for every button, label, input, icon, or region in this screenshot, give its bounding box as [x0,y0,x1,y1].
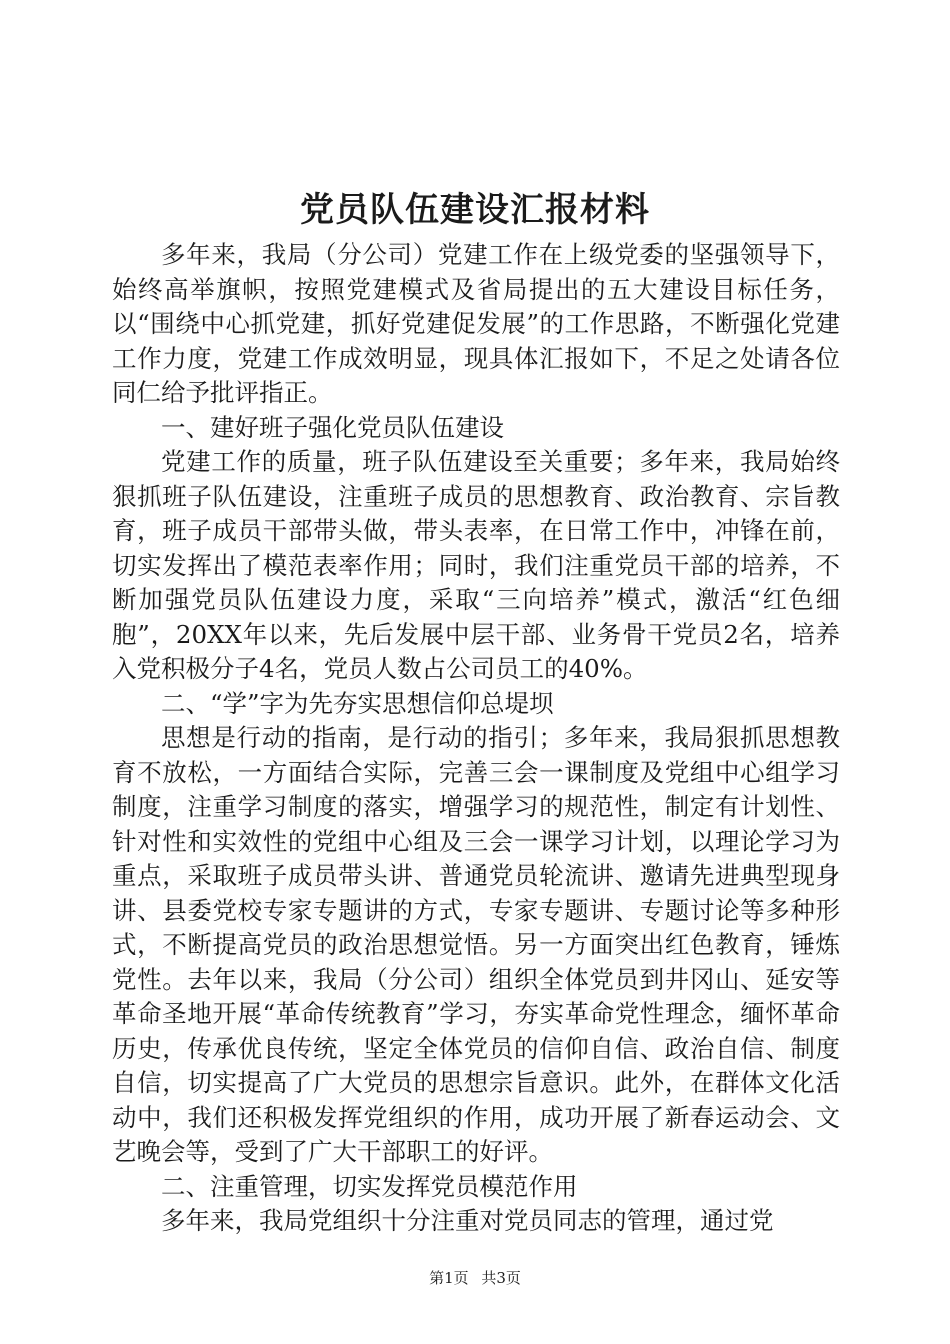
page-footer [0,1268,950,1288]
section-heading: 一、建好班子强化党员队伍建设 [161,412,504,442]
document-title: 党员队伍建设汇报材料 [300,190,650,230]
body-paragraph: 多年来，我局党组织十分注重对党员同志的管理，通过党 [161,1206,774,1235]
body-paragraph: 思想是行动的指南，是行动的指引；多年来，我局狠抓思想教育不放松，一方面结合实际，完善三会一课制度及党组中心组学习制度，注重学习制度的落实，增强学习的规范性，制定有计划性、针对性和实效性的党组中心组及三会一课学习计划，以理论学习为重点，采取班子成员带头讲、普通党员轮流讲、邀请先进典型现身讲、县委党校专家专题讲的方式，专家专题讲、专题讨论等多种形式，不断提高党员的政治思想觉悟。另一方面突出红色教育，锤炼党性。去年以来，我局（分公司）组织全体党员到井冈山、延安等革命圣地开展“革命传统教育”学习，夯实革命党性理念，缅怀革命历史，传承优良传统，坚定全体党员的信仰自信、政治自信、制度自信，切实提高了广大党员的思想宗旨意识。此外，在群体文化活动中，我们还积极发挥党组织的作用，成功开展了新春运动会、文艺晚会等，受到了广大干部职工的好评。 [112,723,840,1166]
section-heading: 二、注重管理，切实发挥党员模范作用 [161,1171,578,1201]
page-total: 共3页 [481,1269,521,1287]
body-paragraph: 多年来，我局（分公司）党建工作在上级党委的坚强领导下，始终高举旗帜，按照党建模式及省局提出的五大建设目标任务，以“围绕中心抓党建，抓好党建促发展”的工作思路，不断强化党建工作力度，党建工作成效明显，现具体汇报如下，不足之处请各位同仁给予批评指正。 [112,240,840,407]
document-body [112,238,840,1239]
page-number: 第1页 [429,1269,469,1287]
body-paragraph: 党建工作的质量，班子队伍建设至关重要；多年来，我局始终狠抓班子队伍建设，注重班子成员的思想教育、政治教育、宗旨教育，班子成员干部带头做，带头表率，在日常工作中，冲锋在前，切实发挥出了模范表率作用；同时，我们注重党员干部的培养，不断加强党员队伍建设力度，采取“三向培养”模式，激活“红色细胞”，20XX年以来，先后发展中层干部、业务骨干党员2名，培养入党积极分子4名，党员人数占公司员工的40%。 [112,447,840,683]
section-heading: 二、“学”字为先夯实思想信仰总堤坝 [161,688,554,718]
